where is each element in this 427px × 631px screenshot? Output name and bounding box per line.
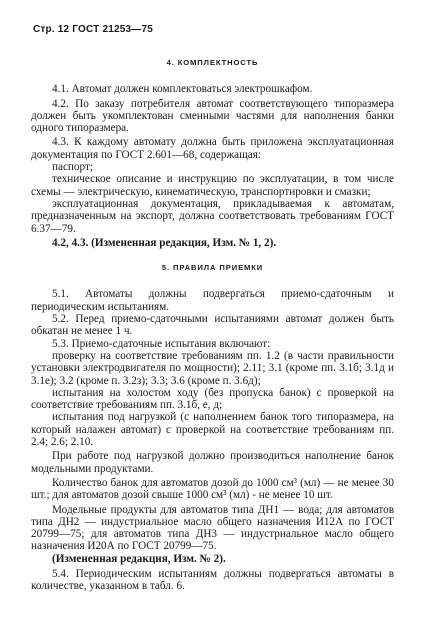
list-item-load-test: испытания под нагрузкой (с наполнением банок того типоразмера, на который налажен автомат) с проверкой на соответствие требованиям пп. 2.4; 2.6; 2.10.	[31, 411, 394, 449]
paragraph-load-filling: При работе под нагрузкой должно производиться наполнение банок модельными продуктами.	[31, 450, 394, 475]
amendment-note-4: 4.2, 4.3. (Измененная редакция, Изм. № 1, 2).	[52, 236, 277, 249]
document-body	[31, 57, 394, 593]
list-item-export-documentation: эксплуатационная документация, прикладываемая к автоматам, предназначенным на экспорт, должна соответствовать требованиям ГОСТ 6.37—79.	[31, 197, 394, 235]
paragraph-4-1: 4.1. Автомат должен комплектоваться электрошкафом.	[52, 83, 313, 96]
list-item-idle-test: испытания на холостом ходу (без пропуска банок) с проверкой на соответствие требованиям пп. 3.1б, е, д;	[31, 386, 394, 412]
section-5-title: 5. ПРАВИЛА ПРИЕМКИ	[161, 263, 264, 273]
paragraph-5-4: 5.4. Периодическим испытаниям должны подвергаться автоматы в количестве, указанном в табл. 6.	[31, 567, 394, 593]
list-item-technical-description: техническое описание и инструкцию по эксплуатации, в том числе схемы — электрическую, кинематическую, транспортировки и смазки;	[31, 173, 394, 198]
paragraph-model-products: Модельные продукты для автоматов типа ДН1 — вода; для автоматов типа ДН2 — индустриальное масло общего назначения И12А по ГОСТ 20799—75; для автоматов типа ДН3 — индустриальное масло общего назначения И20А по ГОСТ 20799—75.	[31, 503, 394, 553]
paragraph-5-3: 5.3. Приемо-сдаточные испытания включают:	[52, 337, 271, 350]
amendment-note-5: (Измененная редакция, Изм. № 2).	[52, 552, 226, 565]
paragraph-can-count: Количество банок для автоматов дозой до 1000 см³ (мл) — не менее 30 шт.; для автоматов дозой свыше 1000 см³ (мл) - не менее 10 шт.	[31, 476, 394, 502]
list-item-passport: паспорт;	[52, 161, 93, 174]
paragraph-4-2: 4.2. По заказу потребителя автомат соответствующего типоразмера должен быть укомплектован сменными частями для наполнения банки одного типоразмера.	[31, 97, 394, 135]
paragraph-5-2: 5.2. Перед приемо-сдаточными испытаниями автомат должен быть обкатан не менее 1 ч.	[31, 313, 394, 338]
paragraph-4-3: 4.3. К каждому автомату должна быть приложена эксплуатационная документация по ГОСТ 2.601—68, содержащая:	[31, 136, 394, 161]
page-header: Стр. 12 ГОСТ 21253—75	[33, 24, 153, 35]
paragraph-5-1: 5.1. Автоматы должны подвергаться приемо-сдаточным и периодическим испытаниям.	[31, 288, 394, 313]
list-item-requirements-check: проверку на соответствие требованиям пп. 1.2 (в части правильности установки электродвигателя по мощности); 2.11; 3.1 (кроме пп. 3.1б; 3.1д и 3.1е); 3.2 (кроме п. 3.2з); 3.3; 3.6 (кроме п. 3.6д);	[31, 349, 394, 387]
section-4-title: 4. КОМПЛЕКТНОСТЬ	[166, 58, 259, 67]
